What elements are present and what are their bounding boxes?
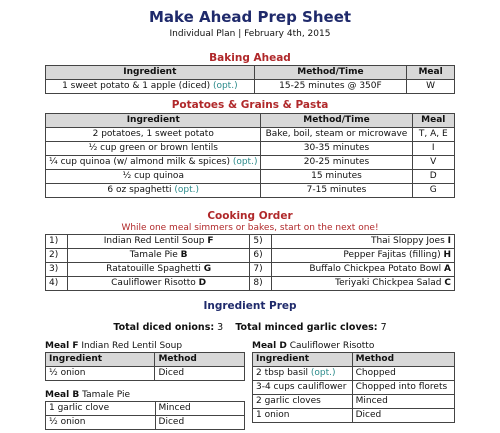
step-number: 4) — [46, 277, 68, 291]
table-row — [46, 416, 245, 430]
method-cell: Minced — [155, 402, 244, 416]
optional-tag: (opt.) — [310, 368, 336, 378]
ingredient-cell: 3-4 cups cauliflower — [253, 381, 353, 395]
meal-f-title: Meal F Indian Red Lentil Soup — [45, 341, 183, 351]
step-meal: Buffalo Chickpea Potato Bowl A — [272, 263, 455, 277]
table-header-row — [253, 353, 455, 367]
table-row — [46, 235, 455, 249]
prep-totals — [0, 322, 500, 333]
column-header: Meal — [412, 114, 454, 128]
ingredient-cell — [46, 156, 261, 170]
meal-d-table — [252, 352, 455, 423]
ingredient-text: 1 sweet potato & 1 apple (diced) — [62, 81, 213, 91]
table-row — [46, 142, 455, 156]
step-meal: Cauliflower Risotto D — [67, 277, 249, 291]
cooking-order-table — [45, 234, 455, 291]
section-prep-heading: Ingredient Prep — [203, 300, 297, 312]
method-cell: Diced — [352, 409, 454, 423]
step-meal: Thai Sloppy Joes I — [272, 235, 455, 249]
method-cell: 15-25 minutes @ 350F — [254, 80, 406, 94]
method-cell: Chopped into florets — [352, 381, 454, 395]
meal-letter: A — [444, 264, 451, 274]
table-row — [46, 402, 245, 416]
step-number: 3) — [46, 263, 68, 277]
step-meal: Pepper Fajitas (filling) H — [272, 249, 455, 263]
optional-tag: (opt.) — [174, 185, 200, 195]
table-row — [46, 277, 455, 291]
method-cell: Chopped — [352, 367, 454, 381]
table-row — [253, 367, 455, 381]
table-row — [46, 367, 245, 381]
ingredient-cell: ½ onion — [46, 416, 156, 430]
table-header-row — [46, 353, 245, 367]
table-row — [46, 249, 455, 263]
section-baking-heading: Baking Ahead — [209, 52, 291, 64]
step-meal: Teriyaki Chickpea Salad C — [272, 277, 455, 291]
meal-b-table — [45, 401, 245, 430]
ingredient-cell — [46, 142, 261, 156]
step-number: 7) — [250, 263, 272, 277]
step-number: 5) — [250, 235, 272, 249]
ingredient-cell: ½ onion — [46, 367, 155, 381]
table-header-row — [46, 114, 455, 128]
table-row — [46, 128, 455, 142]
method-cell: 15 minutes — [261, 170, 412, 184]
baking-table — [45, 65, 455, 94]
ingredient-cell — [46, 80, 255, 94]
step-number: 2) — [46, 249, 68, 263]
ingredient-cell: 2 tbsp basil (opt.) — [253, 367, 353, 381]
ingredient-text: 2 potatoes, 1 sweet potato — [92, 129, 214, 139]
table-row — [46, 184, 455, 198]
meal-cell: G — [412, 184, 454, 198]
column-header: Ingredient — [46, 66, 255, 80]
meal-cell: I — [412, 142, 454, 156]
table-row — [253, 381, 455, 395]
ingredient-text: ¼ cup quinoa (w/ almond milk & spices) — [49, 157, 233, 167]
meal-d-title: Meal D Cauliflower Risotto — [252, 341, 375, 351]
section-cooking-heading: Cooking Order — [207, 210, 293, 222]
table-row — [46, 170, 455, 184]
meal-letter: F — [207, 236, 214, 246]
table-row — [46, 156, 455, 170]
section-potatoes-heading: Potatoes & Grains & Pasta — [171, 99, 329, 111]
garlic-label: Total minced garlic cloves: — [235, 322, 378, 333]
ingredient-cell: 1 onion — [253, 409, 353, 423]
column-header: Ingredient — [253, 353, 353, 367]
column-header: Ingredient — [46, 114, 261, 128]
method-cell: Minced — [352, 395, 454, 409]
step-meal: Indian Red Lentil Soup F — [67, 235, 249, 249]
meal-letter: H — [443, 250, 451, 260]
step-meal: Ratatouille Spaghetti G — [67, 263, 249, 277]
page-subtitle: Individual Plan | February 4th, 2015 — [169, 29, 331, 39]
column-header: Method/Time — [254, 66, 406, 80]
ingredient-text: ½ cup green or brown lentils — [88, 143, 218, 153]
meal-cell: D — [412, 170, 454, 184]
optional-tag: (opt.) — [232, 157, 258, 167]
cooking-note: While one meal simmers or bakes, start on the next one! — [121, 223, 379, 233]
meal-cell: V — [412, 156, 454, 170]
meal-letter: B — [180, 250, 188, 260]
step-meal: Tamale Pie B — [67, 249, 249, 263]
potatoes-table — [45, 113, 455, 198]
column-header: Meal — [407, 66, 455, 80]
optional-tag: (opt.) — [212, 81, 238, 91]
method-cell: Diced — [155, 367, 245, 381]
meal-letter: I — [447, 236, 451, 246]
table-row — [46, 80, 455, 94]
meal-f-table — [45, 352, 245, 381]
meal-cell: T, A, E — [412, 128, 454, 142]
method-cell: 20-25 minutes — [261, 156, 412, 170]
ingredient-text: ½ cup quinoa — [122, 171, 184, 181]
ingredient-text: 6 oz spaghetti — [107, 185, 175, 195]
table-row — [253, 409, 455, 423]
meal-letter: C — [444, 278, 451, 288]
meal-letter: G — [203, 264, 212, 274]
ingredient-cell — [46, 128, 261, 142]
step-number: 6) — [250, 249, 272, 263]
ingredient-cell — [46, 184, 261, 198]
onions-label: Total diced onions: — [113, 322, 215, 333]
method-cell: Bake, boil, steam or microwave — [261, 128, 412, 142]
column-header: Method — [352, 353, 454, 367]
method-cell: Diced — [155, 416, 244, 430]
method-cell: 30-35 minutes — [261, 142, 412, 156]
table-header-row — [46, 66, 455, 80]
step-number: 1) — [46, 235, 68, 249]
column-header: Method/Time — [261, 114, 412, 128]
meal-letter: D — [198, 278, 207, 288]
ingredient-cell — [46, 170, 261, 184]
column-header: Ingredient — [46, 353, 155, 367]
ingredient-cell: 2 garlic cloves — [253, 395, 353, 409]
column-header: Method — [155, 353, 245, 367]
onions-value: 3 — [214, 322, 224, 333]
page-title: Make Ahead Prep Sheet — [148, 8, 352, 26]
garlic-value: 7 — [377, 322, 387, 333]
step-number: 8) — [250, 277, 272, 291]
meal-b-title: Meal B Tamale Pie — [45, 390, 131, 400]
ingredient-cell: 1 garlic clove — [46, 402, 156, 416]
table-row — [46, 263, 455, 277]
table-row — [253, 395, 455, 409]
meal-cell: W — [407, 80, 455, 94]
method-cell: 7-15 minutes — [261, 184, 412, 198]
